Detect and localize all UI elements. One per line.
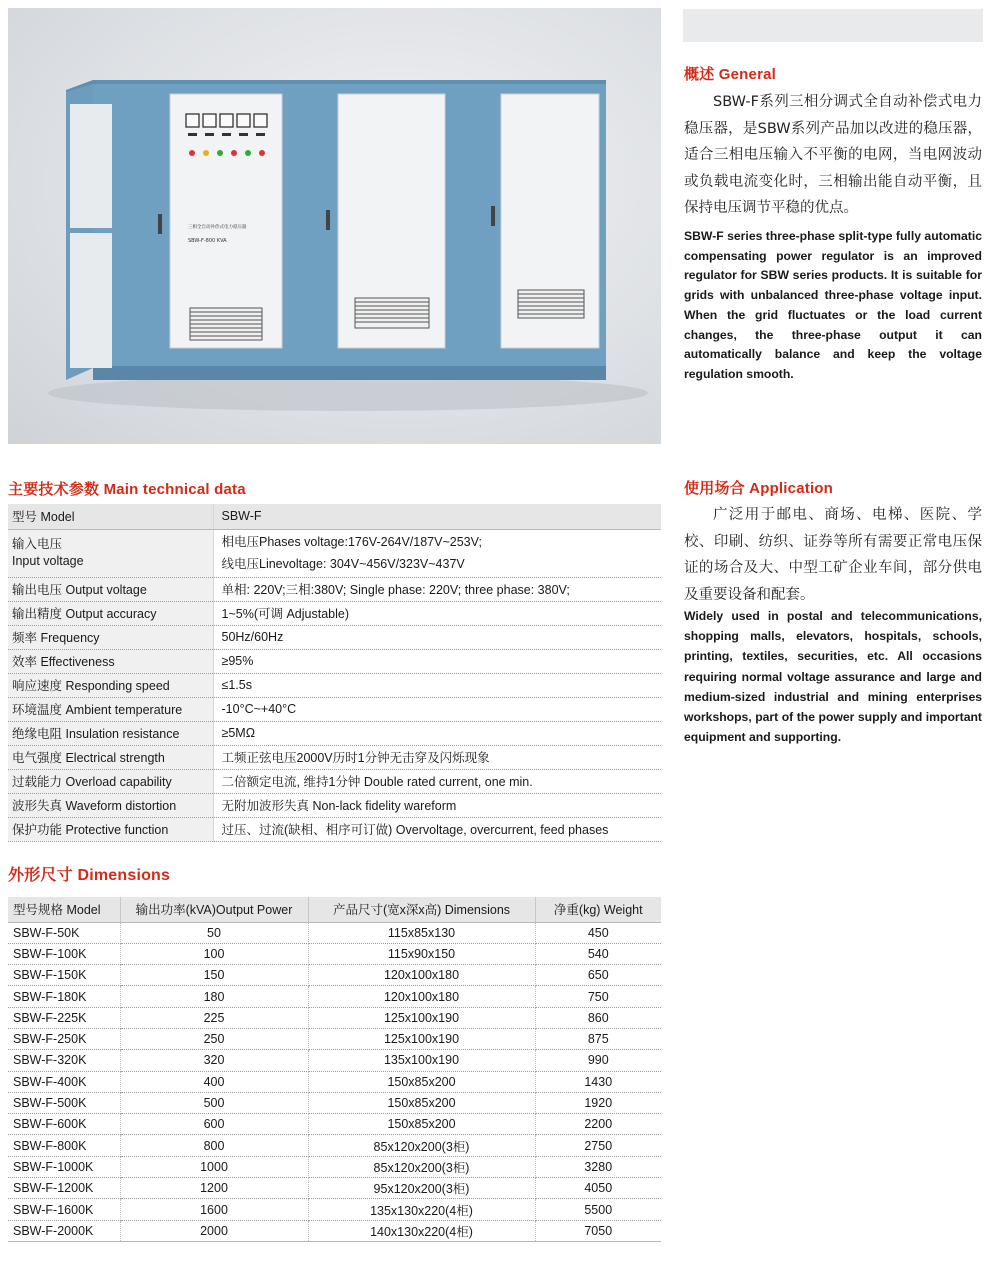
cell-model: SBW-F-1600K xyxy=(8,1199,120,1220)
col-weight: 净重(kg) Weight xyxy=(535,897,661,922)
cell-weight: 860 xyxy=(535,1007,661,1028)
cell-power: 100 xyxy=(120,943,308,964)
cell-power: 1600 xyxy=(120,1199,308,1220)
cell-model: SBW-F-500K xyxy=(8,1092,120,1113)
cell-model: SBW-F-250K xyxy=(8,1028,120,1049)
tech-value-line: 线电压Linevoltage: 304V~456V/323V~437V xyxy=(221,557,465,571)
col-power: 输出功率(kVA)Output Power xyxy=(120,897,308,922)
cell-model: SBW-F-50K xyxy=(8,922,120,943)
cell-model: SBW-F-2000K xyxy=(8,1220,120,1241)
cell-power: 180 xyxy=(120,986,308,1007)
cell-weight: 1430 xyxy=(535,1071,661,1092)
cell-model: SBW-F-1000K xyxy=(8,1156,120,1177)
tech-key: 响应速度 Responding speed xyxy=(8,673,213,697)
tech-row xyxy=(8,769,661,793)
cell-weight: 450 xyxy=(535,922,661,943)
table-row xyxy=(8,1199,661,1220)
general-en-text: SBW-F series three-phase split-type fully automatic compensating power regulator is an improved regulator for SBW series products. It is suitable for grids with unbalanced three-phase voltage input. When the grid fluctuates or the load current changes, the three-phase output it can automatically balance and keep the voltage regulation smooth. xyxy=(684,229,982,381)
cell-power: 400 xyxy=(120,1071,308,1092)
tech-row xyxy=(8,529,661,577)
tech-value: ≥95% xyxy=(213,649,661,673)
table-row xyxy=(8,1114,661,1135)
cell-weight: 2750 xyxy=(535,1135,661,1156)
cell-model: SBW-F-400K xyxy=(8,1071,120,1092)
tech-key: 绝缘电阻 Insulation resistance xyxy=(8,721,213,745)
tech-value: ≥5MΩ xyxy=(213,721,661,745)
tech-key: 电气强度 Electrical strength xyxy=(8,745,213,769)
cell-dimensions: 125x100x190 xyxy=(308,1007,535,1028)
tech-row xyxy=(8,697,661,721)
cell-dimensions: 135x130x220(4柜) xyxy=(308,1199,535,1220)
cell-model: SBW-F-320K xyxy=(8,1050,120,1071)
tech-row xyxy=(8,793,661,817)
tech-title: 主要技术参数 Main technical data xyxy=(8,481,246,498)
panel-label-model: SBW-F-800 KVA xyxy=(188,238,227,244)
tech-row xyxy=(8,817,661,841)
cell-weight: 540 xyxy=(535,943,661,964)
cell-dimensions: 140x130x220(4柜) xyxy=(308,1220,535,1241)
cell-dimensions: 115x90x150 xyxy=(308,943,535,964)
tech-key: 环境温度 Ambient temperature xyxy=(8,697,213,721)
voltage-regulator-illustration xyxy=(8,8,661,444)
cell-dimensions: 95x120x200(3柜) xyxy=(308,1178,535,1199)
table-row xyxy=(8,1071,661,1092)
tech-value: 无附加波形失真 Non-lack fidelity wareform xyxy=(213,793,661,817)
cell-dimensions: 150x85x200 xyxy=(308,1092,535,1113)
dimensions-table xyxy=(8,897,661,1242)
cell-power: 800 xyxy=(120,1135,308,1156)
tech-key xyxy=(8,529,213,577)
tech-row xyxy=(8,721,661,745)
tech-value: 单相: 220V;三相:380V; Single phase: 220V; three phase: 380V; xyxy=(213,577,661,601)
table-row xyxy=(8,986,661,1007)
table-row xyxy=(8,965,661,986)
col-model: 型号规格 Model xyxy=(8,897,120,922)
table-row xyxy=(8,1028,661,1049)
cell-dimensions: 150x85x200 xyxy=(308,1114,535,1135)
col-dimensions: 产品尺寸(宽x深x高) Dimensions xyxy=(308,897,535,922)
dimensions-title: 外形尺寸 Dimensions xyxy=(8,867,171,884)
table-row xyxy=(8,922,661,943)
tech-value: 过压、过流(缺相、相序可订做) Overvoltage, overcurrent, feed phases xyxy=(213,817,661,841)
tech-header-key: 型号 Model xyxy=(8,504,213,529)
table-row xyxy=(8,1050,661,1071)
cell-power: 500 xyxy=(120,1092,308,1113)
cell-power: 320 xyxy=(120,1050,308,1071)
tech-row xyxy=(8,601,661,625)
cell-dimensions: 115x85x130 xyxy=(308,922,535,943)
tech-row xyxy=(8,745,661,769)
tech-key-line: 输入电压 xyxy=(12,537,63,551)
product-photo xyxy=(8,8,661,444)
cell-weight: 990 xyxy=(535,1050,661,1071)
cell-model: SBW-F-150K xyxy=(8,965,120,986)
panel-label-cn: 三相全自动补偿式电力稳压器 xyxy=(188,225,247,230)
dimensions-header-row xyxy=(8,897,661,922)
cell-power: 50 xyxy=(120,922,308,943)
table-row xyxy=(8,1135,661,1156)
application-title: 使用场合 Application xyxy=(684,480,834,497)
cell-model: SBW-F-225K xyxy=(8,1007,120,1028)
cell-power: 250 xyxy=(120,1028,308,1049)
tech-header-row xyxy=(8,504,661,529)
application-en-text: Widely used in postal and telecommunications, shopping malls, elevators, hospitals, schools, printing, textiles, securities, etc. All occasions requiring normal voltage assurance and large and medium-sized industrial and mining enterprises workshops, part of the power supply and important equipment and supporting. xyxy=(684,609,982,745)
cell-weight: 7050 xyxy=(535,1220,661,1241)
tech-value: 工频正弦电压2000V历时1分钟无击穿及闪烁现象 xyxy=(213,745,661,769)
cell-power: 1000 xyxy=(120,1156,308,1177)
tech-value: 50Hz/60Hz xyxy=(213,625,661,649)
cell-weight: 2200 xyxy=(535,1114,661,1135)
cell-weight: 5500 xyxy=(535,1199,661,1220)
cell-weight: 875 xyxy=(535,1028,661,1049)
application-zh-text: 广泛用于邮电、商场、电梯、医院、学校、印刷、纺织、证券等所有需要正常电压保证的场合及大、中型工矿企业车间，部分供电及重要设备和配套。 xyxy=(684,507,982,603)
tech-key: 效率 Effectiveness xyxy=(8,649,213,673)
dimensions-body xyxy=(8,922,661,1241)
cell-weight: 1920 xyxy=(535,1092,661,1113)
tech-key: 频率 Frequency xyxy=(8,625,213,649)
table-row xyxy=(8,1092,661,1113)
tech-row xyxy=(8,673,661,697)
cell-weight: 650 xyxy=(535,965,661,986)
tech-row xyxy=(8,577,661,601)
tech-key: 保护功能 Protective function xyxy=(8,817,213,841)
cell-model: SBW-F-180K xyxy=(8,986,120,1007)
cell-weight: 3280 xyxy=(535,1156,661,1177)
tech-value: 二倍额定电流, 维持1分钟 Double rated current, one min. xyxy=(213,769,661,793)
tech-key: 输出精度 Output accuracy xyxy=(8,601,213,625)
cell-dimensions: 85x120x200(3柜) xyxy=(308,1156,535,1177)
cell-model: SBW-F-100K xyxy=(8,943,120,964)
cell-power: 600 xyxy=(120,1114,308,1135)
tech-table xyxy=(8,504,661,842)
table-row xyxy=(8,1007,661,1028)
table-row xyxy=(8,1220,661,1241)
tech-header-value: SBW-F xyxy=(213,504,661,529)
cell-model: SBW-F-1200K xyxy=(8,1178,120,1199)
cell-model: SBW-F-600K xyxy=(8,1114,120,1135)
cell-dimensions: 125x100x190 xyxy=(308,1028,535,1049)
general-title: 概述 General xyxy=(684,66,777,83)
tech-value xyxy=(213,529,661,577)
tech-value-line: 相电压Phases voltage:176V-264V/187V~253V; xyxy=(221,535,482,549)
cell-dimensions: 85x120x200(3柜) xyxy=(308,1135,535,1156)
cell-dimensions: 135x100x190 xyxy=(308,1050,535,1071)
table-row xyxy=(8,1178,661,1199)
tech-key-line: Input voltage xyxy=(12,554,84,568)
tech-value: 1~5%(可调 Adjustable) xyxy=(213,601,661,625)
tech-key: 过载能力 Overload capability xyxy=(8,769,213,793)
cell-model: SBW-F-800K xyxy=(8,1135,120,1156)
cell-weight: 750 xyxy=(535,986,661,1007)
cell-dimensions: 120x100x180 xyxy=(308,986,535,1007)
tech-key: 波形失真 Waveform distortion xyxy=(8,793,213,817)
tech-row xyxy=(8,649,661,673)
header-bar xyxy=(683,9,983,42)
cell-power: 225 xyxy=(120,1007,308,1028)
cell-power: 1200 xyxy=(120,1178,308,1199)
cell-power: 2000 xyxy=(120,1220,308,1241)
cell-dimensions: 120x100x180 xyxy=(308,965,535,986)
tech-value: ≤1.5s xyxy=(213,673,661,697)
table-row xyxy=(8,1156,661,1177)
tech-row xyxy=(8,625,661,649)
cell-weight: 4050 xyxy=(535,1178,661,1199)
table-row xyxy=(8,943,661,964)
general-zh-text: SBW-F系列三相分调式全自动补偿式电力稳压器，是SBW系列产品加以改进的稳压器，适合三相电压输入不平衡的电网，当电网波动或负载电流变化时，三相输出能自动平衡，且保持电压调节平稳的优点。 xyxy=(684,94,982,216)
tech-value: -10°C~+40°C xyxy=(213,697,661,721)
cell-power: 150 xyxy=(120,965,308,986)
cell-dimensions: 150x85x200 xyxy=(308,1071,535,1092)
tech-key: 输出电压 Output voltage xyxy=(8,577,213,601)
